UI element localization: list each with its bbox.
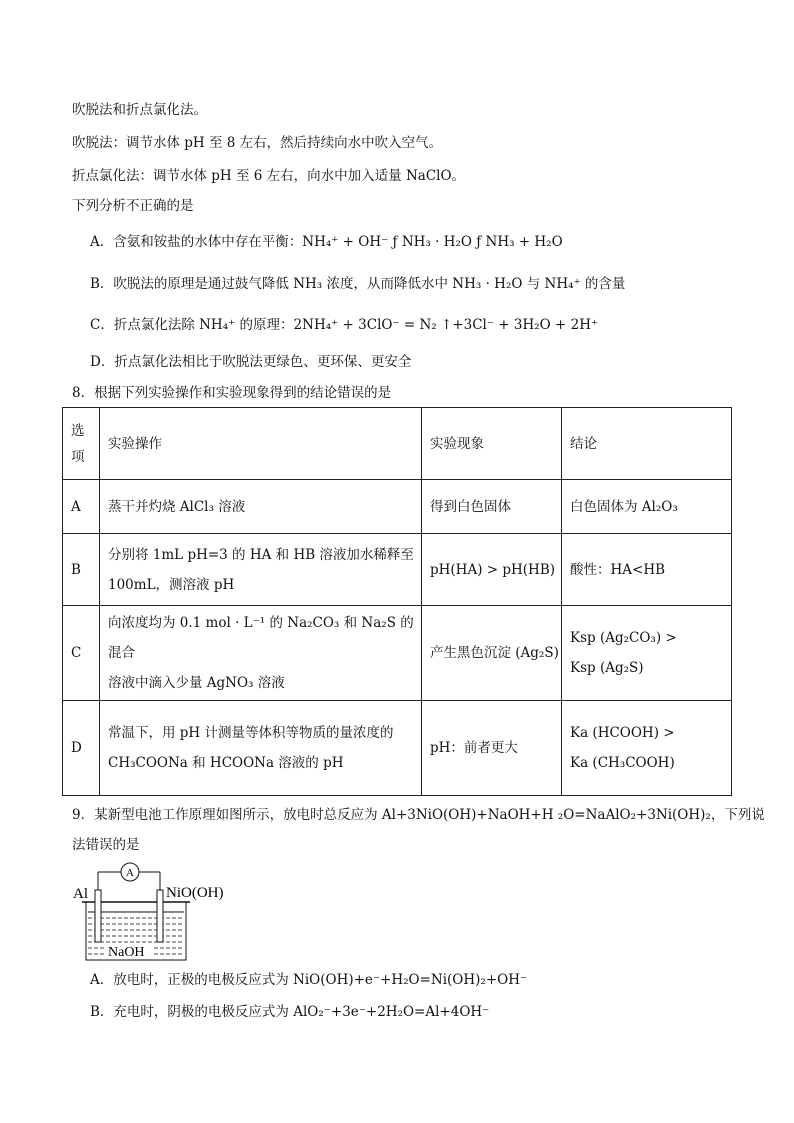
row-conclusion xyxy=(562,701,732,796)
row-option: A xyxy=(63,480,100,534)
electrode-al xyxy=(95,890,101,942)
row-operation-line: 溶液中滴入少量 AgNO₃ 溶液 xyxy=(108,675,285,691)
q7-option-c-formula: 2NH₄⁺ + 3ClO⁻ = N₂ ↑+3Cl⁻ + 3H₂O + 2H⁺ xyxy=(293,317,599,333)
electrode-nioh-label: NiO(OH) xyxy=(166,885,224,901)
row-conclusion-line: Ksp (Ag₂S) xyxy=(570,660,644,676)
electrode-al-label: Al xyxy=(73,886,88,902)
table-row xyxy=(63,701,732,796)
row-operation-line: 100mL，测溶液 pH xyxy=(108,576,235,593)
header-phenomenon: 实验现象 xyxy=(422,408,562,480)
q7-option-b xyxy=(90,274,625,294)
q9-option-a: A．放电时，正极的电极反应式为 NiO(OH)+e⁻+H₂O=Ni(OH)₂+OH⁻ xyxy=(90,972,528,988)
q9-stem-line-1: 9．某新型电池工作原理如图所示，放电时总反应为 Al+3NiO(OH)+NaOH+H ₂O=NaAlO₂+3Ni(OH)₂，下列说 xyxy=(72,807,765,823)
row-operation-line: 常温下，用 pH 计测量等体积等物质的量浓度的 xyxy=(108,725,394,741)
q7-option-b-formula: NH₃ · H₂O 与 NH₄⁺ 的含量 xyxy=(452,276,626,292)
ammeter-label: A xyxy=(126,867,134,879)
table-row xyxy=(63,534,732,606)
row-phenomenon: 得到白色固体 xyxy=(422,480,562,534)
row-conclusion-line: Ka (HCOOH) > xyxy=(570,725,675,741)
q7-option-c xyxy=(90,315,598,335)
row-operation xyxy=(100,701,422,796)
q9-stem-line-2: 法错误的是 xyxy=(72,837,140,853)
q7-option-c-text: C．折点氯化法除 NH₄⁺ 的原理： xyxy=(90,317,294,333)
row-option: B xyxy=(63,534,100,606)
row-phenomenon: pH：前者更大 xyxy=(422,701,562,796)
battery-diagram xyxy=(70,858,240,962)
row-conclusion-line: Ka (CH₃COOH) xyxy=(570,755,675,771)
row-phenomenon: pH(HA) > pH(HB) xyxy=(422,534,562,606)
row-operation: 蒸干并灼烧 AlCl₃ 溶液 xyxy=(100,480,422,534)
q8-table xyxy=(62,407,732,796)
q7-option-a-formula: NH₄⁺ + OH⁻ ƒ NH₃ · H₂O ƒ NH₃ + H₂O xyxy=(302,234,563,250)
row-operation-line: CH₃COONa 和 HCOONa 溶液的 pH xyxy=(108,755,344,771)
q7-question: 下列分析不正确的是 xyxy=(72,198,194,214)
intro-line-2: 吹脱法：调节水体 pH 至 8 左右，然后持续向水中吹入空气。 xyxy=(72,135,443,151)
row-conclusion-line: Ksp (Ag₂CO₃) > xyxy=(570,630,677,646)
electrode-nioh xyxy=(157,890,163,942)
row-operation-line: 分别将 1mL pH=3 的 HA 和 HB 溶液加水稀释至 xyxy=(108,546,414,563)
q9-option-b: B．充电时，阴极的电极反应式为 AlO₂⁻+3e⁻+2H₂O=Al+4OH⁻ xyxy=(90,1004,490,1020)
table-header-row xyxy=(63,408,732,480)
intro-line-1: 吹脱法和折点氯化法。 xyxy=(72,102,207,118)
q7-option-a xyxy=(90,232,563,252)
header-operation: 实验操作 xyxy=(100,408,422,480)
row-operation xyxy=(100,606,422,701)
row-option: C xyxy=(63,606,100,701)
row-operation-line: 向浓度均为 0.1 mol · L⁻¹ 的 Na₂CO₃ 和 Na₂S 的混合 xyxy=(108,615,414,661)
header-conclusion: 结论 xyxy=(562,408,732,480)
table-row xyxy=(63,480,732,534)
row-phenomenon: 产生黑色沉淀 (Ag₂S) xyxy=(422,606,562,701)
row-conclusion xyxy=(562,606,732,701)
header-option: 选项 xyxy=(63,408,100,480)
intro-line-3: 折点氯化法：调节水体 pH 至 6 左右，向水中加入适量 NaClO。 xyxy=(72,168,466,184)
row-conclusion: 酸性：HA<HB xyxy=(562,534,732,606)
electrolyte-label: NaOH xyxy=(108,945,145,960)
row-conclusion: 白色固体为 Al₂O₃ xyxy=(562,480,732,534)
q7-option-b-text: B．吹脱法的原理是通过鼓气降低 NH₃ 浓度，从而降低水中 xyxy=(90,276,453,292)
row-operation xyxy=(100,534,422,606)
table-row xyxy=(63,606,732,701)
row-option: D xyxy=(63,701,100,796)
q7-option-d: D．折点氯化法相比于吹脱法更绿色、更环保、更安全 xyxy=(90,354,412,370)
q7-option-a-text: A．含氨和铵盐的水体中存在平衡： xyxy=(90,234,303,250)
q8-stem: 8．根据下列实验操作和实验现象得到的结论错误的是 xyxy=(72,385,392,401)
